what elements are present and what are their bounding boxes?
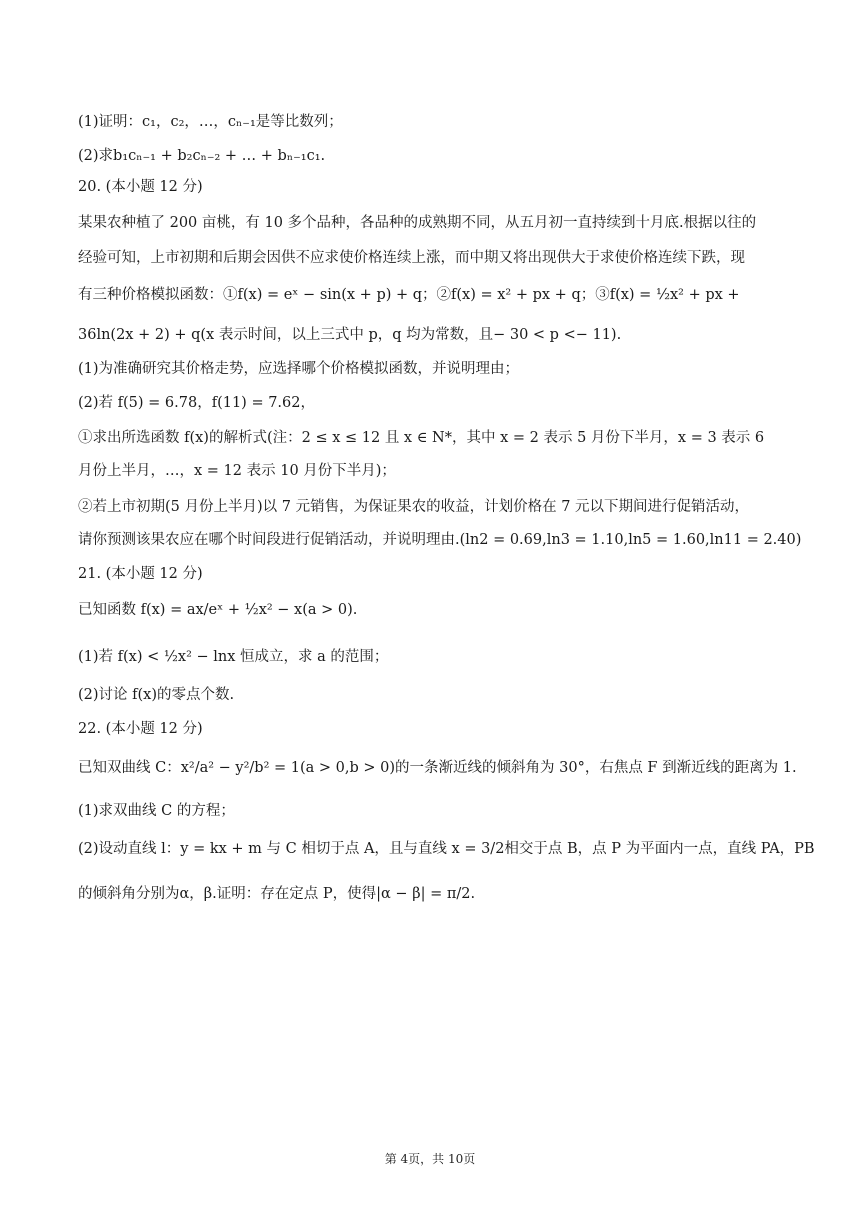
text-line: (2)若 f(5) = 6.78，f(11) = 7.62， [78, 395, 315, 411]
text-line: (1)若 f(x) < ½x² − lnx 恒成立，求 a 的范围； [78, 649, 389, 665]
text-line: 36ln(2x + 2) + q(x 表示时间，以上三式中 p，q 均为常数，且− 30 < p <− 11). [78, 327, 622, 343]
text-line: 某果农种植了 200 亩桃，有 10 多个品种，各品种的成熟期不同，从五月初一直持续到十月底.根据以往的 [78, 215, 757, 231]
text-line: (2)讨论 f(x)的零点个数. [78, 687, 235, 703]
text-line: 经验可知，上市初期和后期会因供不应求使价格连续上涨，而中期又将出现供大于求使价格连续下跌，现 [78, 250, 745, 266]
text-line: 月份上半月，…，x = 12 表示 10 月份下半月)； [78, 463, 396, 479]
question-heading: 20. (本小题 12 分) [78, 179, 203, 195]
text-line: 的倾斜角分别为α，β.证明：存在定点 P，使得|α − β| = π/2. [78, 886, 476, 902]
text-line: 请你预测该果农应在哪个时间段进行促销活动，并说明理由.(ln2 = 0.69,ln3 = 1.10,ln5 = 1.60,ln11 = 2.40) [78, 532, 802, 548]
text-line: ②若上市初期(5 月份上半月)以 7 元销售，为保证果农的收益，计划价格在 7 元以下期间进行促销活动， [78, 499, 750, 515]
page-footer: 第 4页，共 10页 [384, 1152, 476, 1166]
text-line: (1)求双曲线 C 的方程； [78, 803, 235, 819]
text-line: (1)为准确研究其价格走势，应选择哪个价格模拟函数，并说明理由； [78, 361, 520, 377]
text-line: (2)求b₁cₙ₋₁ + b₂cₙ₋₂ + … + bₙ₋₁c₁. [78, 148, 326, 164]
text-line: (1)证明：c₁，c₂，…，cₙ₋₁是等比数列； [78, 114, 343, 130]
text-line: ①求出所选函数 f(x)的解析式(注：2 ≤ x ≤ 12 且 x ∈ N*，其中 x = 2 表示 5 月份下半月，x = 3 表示 6 [78, 430, 765, 446]
question-heading: 21. (本小题 12 分) [78, 566, 203, 582]
text-line: 有三种价格模拟函数：①f(x) = eˣ − sin(x + p) + q；②f(x) = x² + px + q；③f(x) = ½x² + px + [78, 287, 740, 303]
text-line: 已知双曲线 C：x²/a² − y²/b² = 1(a > 0,b > 0)的一条渐近线的倾斜角为 30°，右焦点 F 到渐近线的距离为 1. [78, 760, 797, 776]
text-line: 已知函数 f(x) = ax/eˣ + ½x² − x(a > 0). [78, 602, 358, 618]
text-line: (2)设动直线 l：y = kx + m 与 C 相切于点 A，且与直线 x = 3/2相交于点 B，点 P 为平面内一点，直线 PA，PB [78, 841, 815, 857]
question-heading: 22. (本小题 12 分) [78, 721, 203, 737]
